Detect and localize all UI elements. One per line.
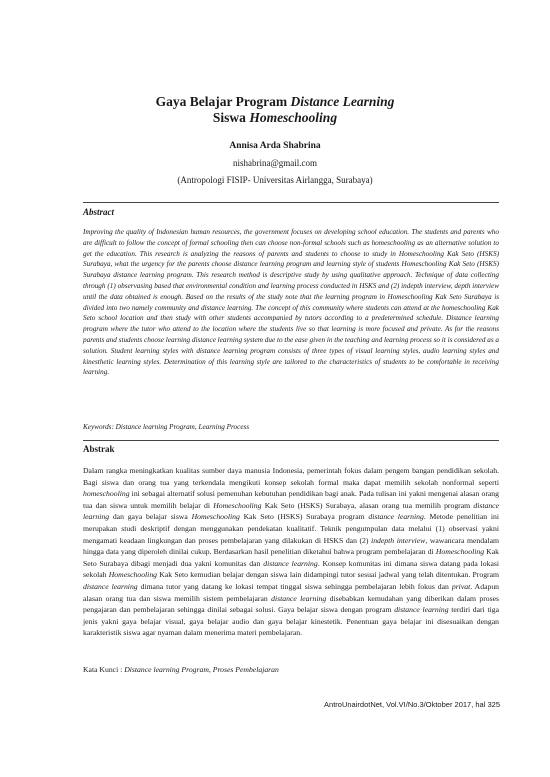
abstrak-italic-term: distance learning [368,512,424,522]
paper-title-line-1: Gaya Belajar Program Distance Learning [155,94,395,109]
author-affiliation: (Antropologi FISIP- Universitas Airlangga, Surabaya) [177,175,373,185]
abstrak-keywords: Kata Kunci : Distance learning Program, Proses Pembelajaran [83,665,279,674]
abstrak-italic-term: Homeschooling [108,570,158,580]
abstrak-text-segment: . Metode penelitian ini merupakan studi deskriptif dengan menggunakan pendekatan kualitatif. Teknik pengumpulan data melalui (1) observasi yakni mengamati keadaan lingkungan dan proses pembelajaran yang dilakukan di HSKS dan (2) [83,512,500,545]
abstrak-italic-term: distance learning [83,581,138,591]
abstract-heading: Abstract [83,207,115,217]
abstrak-text-segment: . Adapun alasan orang tua dan siswa memilih sistem pembelajaran [83,581,500,603]
abstrak-body [83,465,499,639]
page-footer: AntroUnairdotNet, Vol.VI/No.3/Oktober 2017, hal 325 [324,700,500,709]
abstrak-italic-term: privat [451,581,471,591]
abstrak-italic-term: Homeschooling [213,500,262,510]
divider-middle [83,440,499,441]
abstrak-paragraph [83,465,499,639]
abstrak-italic-term: distance learning [271,593,327,603]
author-email: nishabrina@gmail.com [232,158,318,168]
author-name: Annisa Arda Shabrina [229,141,321,151]
abstrak-text-segment: Kak Seto (HSKS) Surabaya program [239,512,369,522]
abstrak-italic-term: Homeschooling [191,512,240,522]
abstrak-text-segment: Dalam rangka meningkatkan kualitas sumber daya manusia Indonesia, pemerintah fokus dalam pengem bangan pendidikan sekolah. Bagi siswa dan orang tua yang terkendala mengikuti konsep sekolah formal maka dapat memilih sekolah nonformal seperti [83,466,499,487]
abstrak-text-segment: terdiri dari tiga jenis yakni gaya belajar visual, gaya belajar audio dan gaya belajar kinestetik. Penentuan gaya belajar ini disesuaikan dengan karakteristik siswa agar nyaman dalam menerima materi pembelajaran. [83,605,499,638]
abstract-keywords: Keywords: Distance learning Program, Learning Process [83,423,250,431]
abstrak-text-segment: Kak Seto Surabaya dibagi menjadi dua yakni komunitas dan [83,547,499,568]
divider-top [83,202,499,203]
abstrak-heading: Abstrak [83,444,115,454]
abstrak-italic-term: distance learning [83,500,499,522]
abstract-paragraph: Improving the quality of Indonesian human resources, the government focuses on developing school education. The students and parents who are difficult to follow the concept of formal schooling then can choose non-formal schools such as homeschooling as an alternative solution to get the education. This research is analyzing the reasons of parents and students to choose to study in Homeschooling Kak Seto (HSKS) Surabaya, what the urgency for the parents choose distance learning program and learning style of students Homeschooling Kak Seto (HSKS) Surabaya distance learning program. This research method is descriptive study by using qualitative approach. Technique of data collecting through (1) observasing based that environmental condition and learning process conducted in HSKS and (2) indepth interview, depth interview until the data obtained is enough. Based on the results of the study note that the learning program in Homeschooling Kak Seto Surabaya is divided into two namely community and distance learning. The concept of this community where students can attend at the homeschooling Kak Seto school location and then study with other students accompanied by tutors according to a predetermined schedule. Distance learning program where the tutor who attend to the location where the students live so that learning is more focused and private. As for the reasons parents and students choose learning distance learning system due to the ease given in the teaching and learning process so it is considered as a solution. Student learning styles with distance learning program consists of three types of visual learning styles, audio learning styles and kinesthetic learning styles. Determination of this learning style are tailored to the characteristics of students to be comfortable in receiving learning. [83,228,500,377]
abstrak-text-segment: dimana tutor yang datang ke lokasi tempat tinggal siswa sehingga pembelajaran lebih fokus dan [137,581,452,591]
abstrak-italic-term: indepth interview [371,535,426,545]
abstrak-text-segment: Kak Seto (HSKS) Surabaya, alasan orang tua memilih program [261,500,474,510]
abstrak-italic-term: distance learning [263,558,318,568]
abstrak-text-segment: disebabkan kemudahan yang diberikan dalam proses pengajaran dan pembelajaran sehingga dinilai sebagai solusi. Gaya belajar siswa dengan program [83,593,499,615]
abstrak-text-segment: dan gaya belajar siswa [109,512,192,522]
abstrak-italic-term: distance learning [394,605,449,615]
abstrak-text-segment: , wawancara mendalam hingga data yang diperoleh dinilai cukup. Berdasarkan hasil penelitian diketahui bahwa program pembelajaran di [83,535,500,557]
abstrak-italic-term: homeschooling [83,489,130,499]
abstrak-text-segment: Kak Seto kemudian belajar dengan siswa lain didampingi tutor sesuai jadwal yang telah ditentukan. Program [157,570,499,580]
abstract-body [83,227,499,378]
abstrak-text-segment: ini sebagai alternatif solusi pemenuhan kebutuhan pendidikan bagi anak. Pada tulisan ini yakni mengenai alasan orang tua dan siswa untuk memilih belajar di [83,489,499,510]
paper-title-line-2: Siswa Homeschooling [212,110,338,125]
abstrak-text-segment: . Konsep komunitas ini dimana siswa datang pada lokasi sekolah [83,558,500,580]
abstrak-italic-term: Homeschooling [435,547,485,557]
